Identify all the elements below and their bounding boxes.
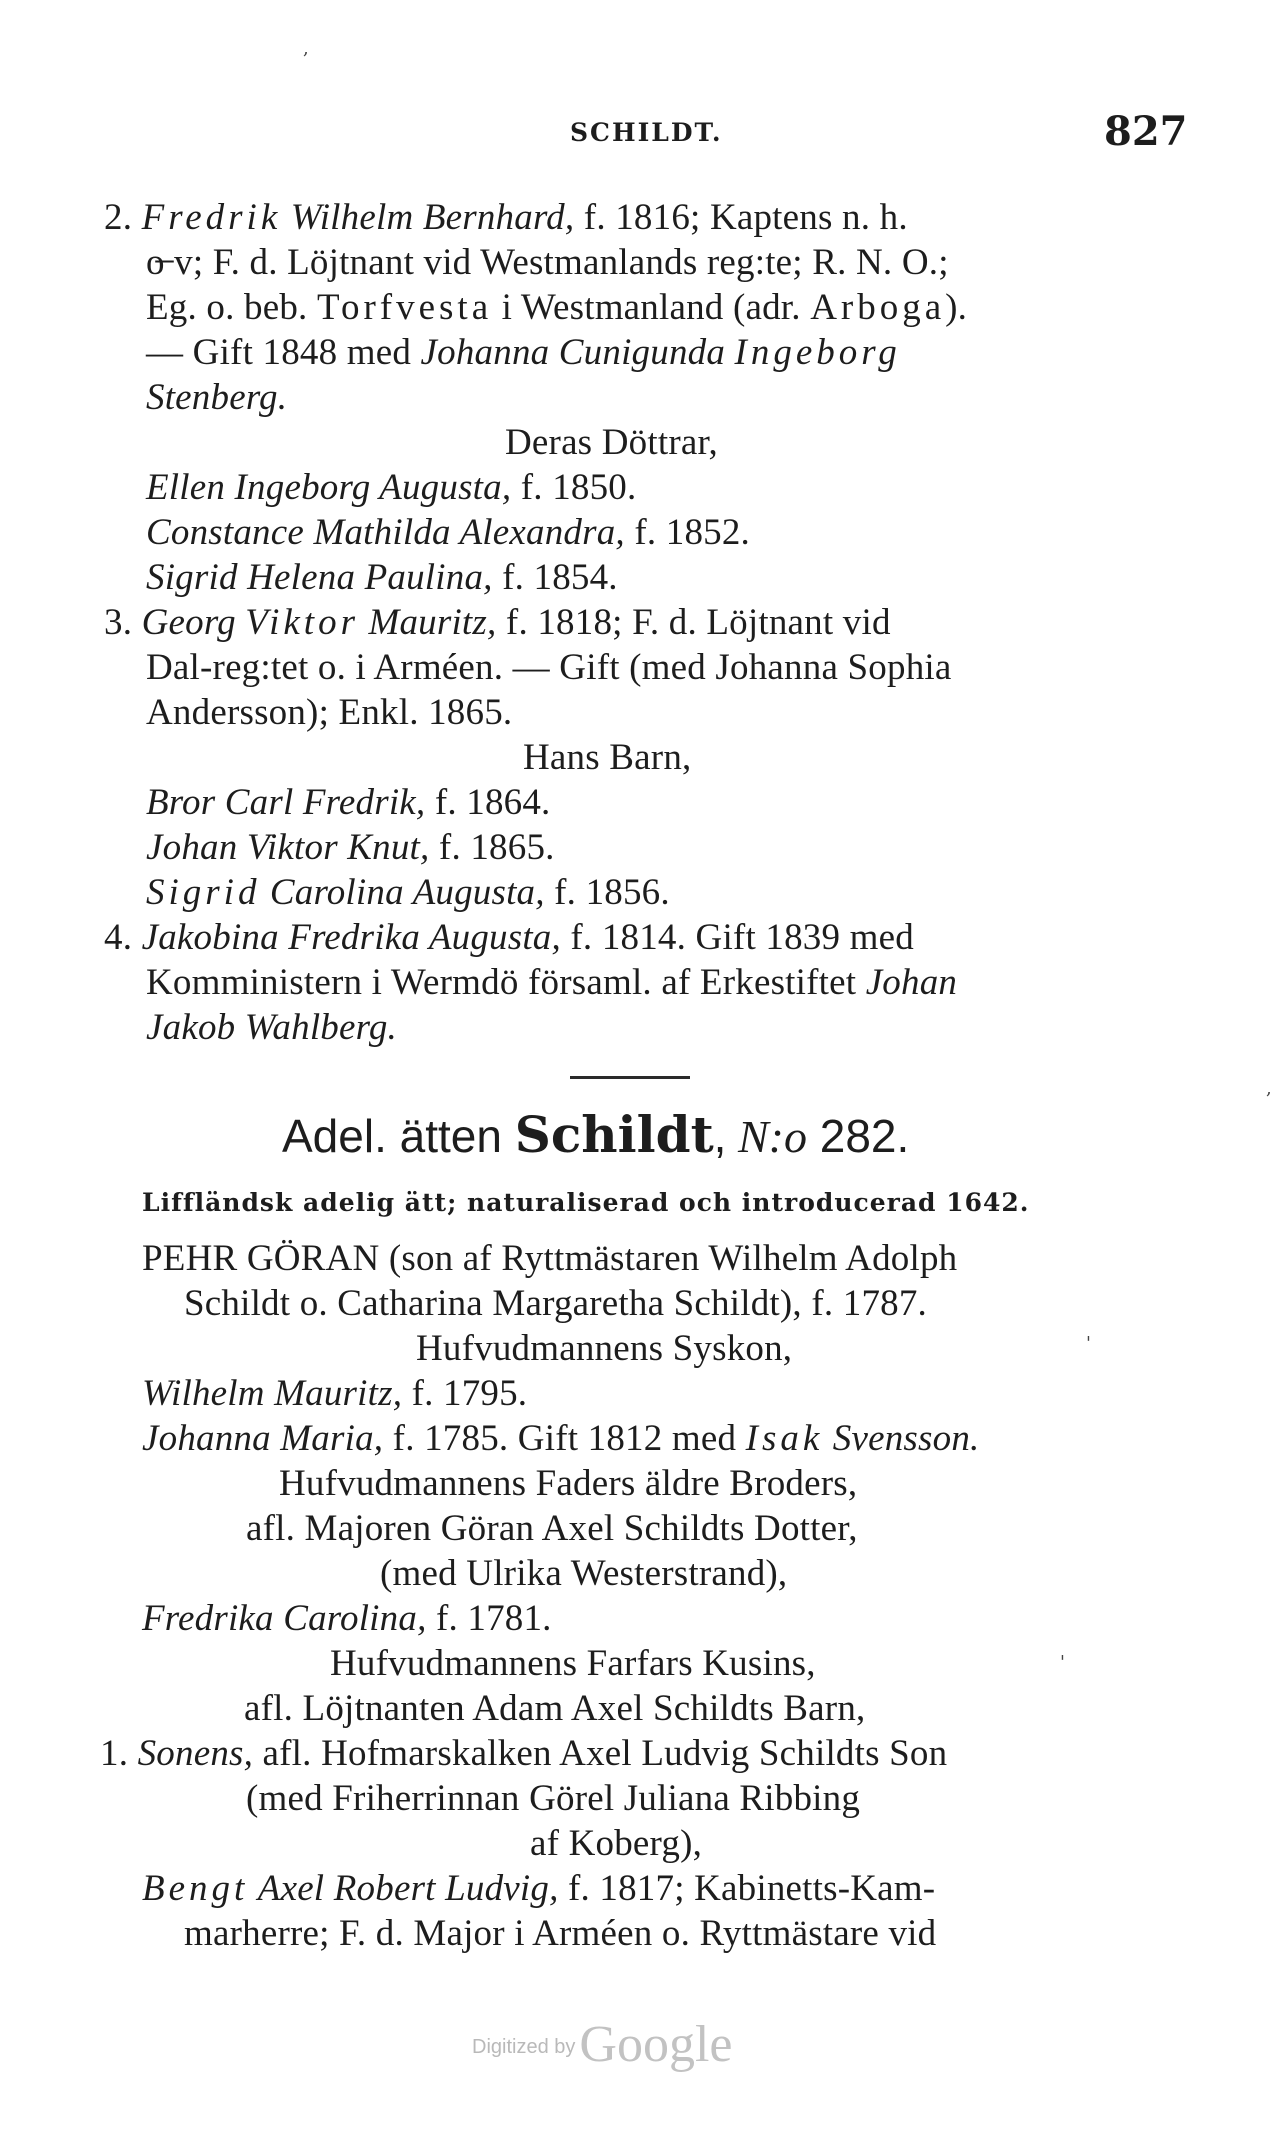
person-name: Georg — [141, 602, 236, 643]
family-subtitle: Liffländsk adelig ätt; naturaliserad och introducerad 1642. — [142, 1188, 1030, 1217]
spouse-name: Ingeborg — [734, 332, 901, 373]
running-title: SCHILDT. — [570, 118, 723, 147]
family-name: Schildt — [514, 1105, 714, 1164]
entry-3-line-1: 3. Georg Viktor Mauritz, f. 1818; F. d. Löjtnant vid — [104, 602, 891, 643]
subheading: (med Ulrika Westerstrand), — [380, 1553, 788, 1594]
entry-number: 4. — [104, 917, 133, 958]
person-name: Viktor — [245, 602, 359, 643]
page-number: 827 — [1104, 108, 1188, 155]
entry-3-line-2: Dal-reg:tet o. i Arméen. — Gift (med Johanna Sophia — [146, 647, 952, 688]
stray-mark: ' — [1060, 1652, 1065, 1673]
body-line: Fredrika Carolina, f. 1781. — [142, 1598, 552, 1639]
subheading: Hans Barn, — [523, 737, 692, 778]
subheading: Hufvudmannens Faders äldre Broders, — [279, 1463, 858, 1504]
place-name: Torfvesta — [316, 287, 493, 328]
child-entry: Sigrid Helena Paulina, f. 1854. — [146, 557, 618, 598]
entry-2-line-4: — Gift 1848 med Johanna Cunigunda Ingeborg — [146, 332, 901, 373]
body-line: af Koberg), — [530, 1823, 703, 1864]
subheading: Hufvudmannens Farfars Kusins, — [330, 1643, 816, 1684]
entry-2-line-5: Stenberg. — [146, 377, 288, 418]
subheading: afl. Majoren Göran Axel Schildts Dotter, — [246, 1508, 858, 1549]
section-divider — [570, 1076, 690, 1079]
google-logo: Google — [579, 2016, 733, 2073]
body-line: Johanna Maria, f. 1785. Gift 1812 med Isak Svensson. — [142, 1418, 980, 1459]
body-line: 1. Sonens, afl. Hofmarskalken Axel Ludvig Schildts Son — [100, 1733, 948, 1774]
child-entry: Johan Viktor Knut, f. 1865. — [146, 827, 555, 868]
body-line: marherre; F. d. Major i Arméen o. Ryttmästare vid — [184, 1913, 937, 1954]
subheading: Hufvudmannens Syskon, — [416, 1328, 793, 1369]
entry-2-line-2: o̶ v; F. d. Löjtnant vid Westmanlands reg:te; R. N. O.; — [146, 242, 949, 283]
person-name: Fredrik — [141, 197, 282, 238]
body-line: Bengt Axel Robert Ludvig, f. 1817; Kabinetts-Kam- — [142, 1868, 936, 1909]
subheading: afl. Löjtnanten Adam Axel Schildts Barn, — [244, 1688, 866, 1729]
subheading: Deras Döttrar, — [505, 422, 718, 463]
entry-2-line-1 — [104, 196, 908, 240]
person-name: Johan — [865, 962, 958, 1003]
stray-mark: , — [1266, 1078, 1272, 1099]
person-name: Wilhelm Bernhard, — [290, 197, 575, 238]
family-number: 282. — [806, 1110, 910, 1162]
entry-2-line-3: Eg. o. beb. Torfvesta i Westmanland (adr. Arboga). — [146, 287, 968, 328]
entry-number: 2. — [104, 197, 133, 238]
family-title: Adel. ätten Schildt, N:o 282. — [282, 1105, 910, 1164]
body-line: (med Friherrinnan Görel Juliana Ribbing — [246, 1778, 861, 1819]
stray-mark: ' — [1086, 1333, 1091, 1354]
entry-4-line-2: Komministern i Wermdö församl. af Erkestiftet Johan — [146, 962, 958, 1003]
digitized-watermark — [472, 2015, 732, 2074]
person-name: Jakobina Fredrika Augusta, — [141, 917, 561, 958]
entry-text: f. 1816; Kaptens n. h. — [574, 197, 908, 238]
person-name: Mauritz, — [368, 602, 497, 643]
child-entry: Ellen Ingeborg Augusta, f. 1850. — [146, 467, 637, 508]
number-label: N:o — [726, 1111, 807, 1162]
watermark-prefix: Digitized by — [472, 2036, 576, 2058]
body-line: PEHR GÖRAN (son af Ryttmästaren Wilhelm Adolph — [142, 1238, 958, 1279]
spouse-name: Johanna Cunigunda — [420, 332, 726, 373]
entry-4-line-3: Jakob Wahlberg. — [146, 1007, 397, 1048]
child-entry: Constance Mathilda Alexandra, f. 1852. — [146, 512, 750, 553]
child-entry: Bror Carl Fredrik, f. 1864. — [146, 782, 551, 823]
body-line: Wilhelm Mauritz, f. 1795. — [142, 1373, 528, 1414]
child-entry: Sigrid Carolina Augusta, f. 1856. — [146, 872, 670, 913]
entry-4-line-1: 4. Jakobina Fredrika Augusta, f. 1814. Gift 1839 med — [104, 917, 914, 958]
entry-3-line-3: Andersson); Enkl. 1865. — [146, 692, 513, 733]
stray-mark: , — [303, 38, 309, 59]
place-name: Arboga — [810, 287, 946, 328]
entry-number: 3. — [104, 602, 133, 643]
body-line: Schildt o. Catharina Margaretha Schildt), f. 1787. — [184, 1283, 927, 1324]
